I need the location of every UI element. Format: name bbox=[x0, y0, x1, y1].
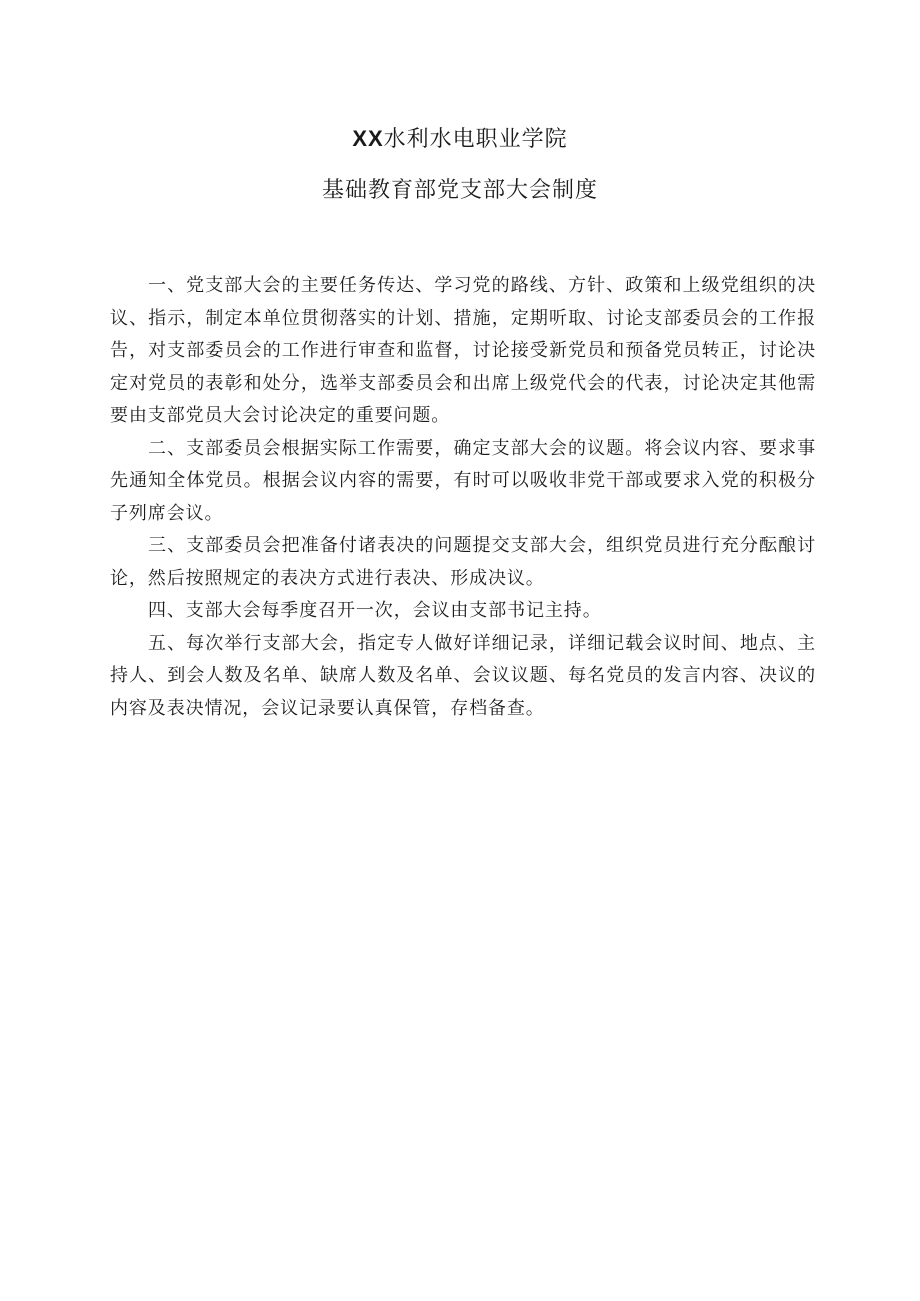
title-prefix: XX bbox=[352, 126, 384, 151]
title-line-institution bbox=[0, 126, 920, 153]
paragraph-4: 四、支部大会每季度召开一次，会议由支部书记主持。 bbox=[148, 600, 602, 621]
title-line-regulation: 基础教育部党支部大会制度 bbox=[321, 178, 598, 203]
paragraph-2: 二、支部委员会根据实际工作需要，确定支部大会的议题。将会议内容、要求事先通知全体党员。根据会议内容的需要，有时可以吸收非党干部或要求入党的积极分子列席会议。 bbox=[110, 437, 816, 524]
paragraph-3: 三、支部委员会把准备付诸表决的问题提交支部大会，组织党员进行充分酝酿讨论，然后按照规定的表决方式进行表决、形成决议。 bbox=[110, 535, 816, 589]
document-body bbox=[110, 270, 816, 725]
title-institution-name: 水利水电职业学院 bbox=[383, 127, 568, 152]
paragraph-5: 五、每次举行支部大会，指定专人做好详细记录，详细记载会议时间、地点、主持人、到会人数及名单、缺席人数及名单、会议议题、每名党员的发言内容、决议的内容及表决情况，会议记录要认真保管，存档备查。 bbox=[110, 632, 816, 719]
document-title bbox=[0, 126, 920, 204]
paragraph-1: 一、党支部大会的主要任务传达、学习党的路线、方针、政策和上级党组织的决议、指示，制定本单位贯彻落实的计划、措施，定期听取、讨论支部委员会的工作报告，对支部委员会的工作进行审查和监督，讨论接受新党员和预备党员转正，讨论决定对党员的表彰和处分，选举支部委员会和出席上级党代会的代表，讨论决定其他需要由支部党员大会讨论决定的重要问题。 bbox=[110, 275, 816, 426]
